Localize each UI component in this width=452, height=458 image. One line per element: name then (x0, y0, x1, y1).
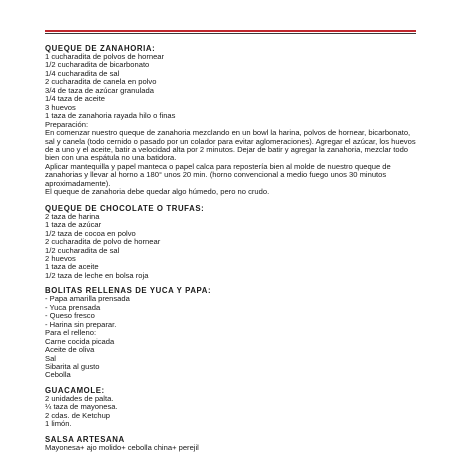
recipe-line: - Queso fresco (45, 311, 95, 321)
recipe-line: 1 limón. (45, 419, 72, 429)
recipe-section-bolitas (45, 286, 420, 380)
recipe-line: - Harina sin preparar. (45, 319, 117, 329)
recipe-line: ¼ taza de mayonesa. (45, 402, 118, 412)
recipe-line: 1/4 taza de aceite (45, 94, 105, 104)
header-rule-dark (45, 33, 416, 34)
recipe-line: - Yuca prensada (45, 302, 101, 312)
recipe-line: 1/4 cucharadita de sal (45, 68, 120, 78)
recipe-line: 1 cucharadita de polvos de hornear (45, 52, 165, 61)
recipe-line: 2 unidades de palta. (45, 393, 114, 403)
recipe-section-queque-chocolate (45, 204, 420, 281)
recipe-line: 2 cucharadita de canela en polvo (45, 77, 157, 87)
recipe-line: 2 cucharadita de polvo de hornear (45, 237, 161, 247)
recipe-title: BOLITAS RELLENAS DE YUCA Y PAPA: (45, 286, 212, 296)
recipe-line: Cebolla (45, 370, 71, 380)
recipe-section-guacamole (45, 386, 420, 429)
recipe-line: 1/2 cucharadita de bicarbonato (45, 60, 150, 70)
recipe-line: 3 huevos (45, 102, 76, 112)
recipe-document (45, 44, 420, 458)
recipe-line: 2 taza de harina (45, 211, 100, 221)
recipe-line: 1/2 taza de leche en bolsa roja (45, 270, 149, 280)
header-rule-red (45, 30, 416, 32)
recipe-line: Para el relleno: (45, 328, 97, 338)
recipe-section-salsa-artesana (45, 435, 420, 452)
recipe-line: 1 taza de azúcar (45, 220, 102, 230)
recipe-paragraph: El queque de zanahoria debe quedar algo húmedo, pero no crudo. (45, 187, 270, 197)
recipe-line: 1/2 taza de cocoa en polvo (45, 228, 136, 238)
recipe-title: QUEQUE DE CHOCOLATE O TRUFAS: (45, 203, 205, 213)
recipe-line: Sal (45, 353, 56, 363)
recipe-title: QUEQUE DE ZANAHORIA: (45, 44, 156, 53)
recipe-line: Preparación: (45, 119, 89, 129)
recipe-paragraph: En comenzar nuestro queque de zanahoria mezclando en un bowl la harina, polvos de hornear, bicarbonato, sal y canela (todo cernido o pasado por un colador para evitar aglomeraciones). Agregar el azúcar, los huevos de a uno y el aceite, batir a velocidad alta por 2 minutos. Dejar de batir y agregar la zanahoria, mezclar todo bien con una espátula no una batidora. (45, 128, 416, 163)
recipe-line: Aceite de oliva (45, 345, 95, 355)
recipe-line: 1 taza de zanahoria rayada hilo o finas (45, 111, 176, 121)
recipe-line: 2 cdas. de Ketchup (45, 410, 111, 420)
recipe-line: Mayonesa+ ajo molido+ cebolla china+ perejil (45, 442, 199, 452)
recipe-line: 3/4 de taza de azúcar granulada (45, 85, 154, 95)
recipe-line: 1 taza de aceite (45, 262, 99, 272)
recipe-line: - Papa amarilla prensada (45, 294, 130, 304)
recipe-title: GUACAMOLE: (45, 385, 105, 395)
recipe-line: 2 huevos (45, 253, 76, 263)
recipe-paragraph: Aplicar mantequilla y papel manteca o papel calca para repostería bien al molde de nuestro queque de zanahorias y llevar al horno a 180° unos 20 min. (horno convencional a medio fuego unos 30 minutos aproximadamente). (45, 161, 391, 188)
recipe-section-queque-zanahoria (45, 44, 420, 197)
recipe-title: SALSA ARTESANA (45, 434, 125, 444)
recipe-line: Carne cocida picada (45, 336, 115, 346)
recipe-line: Sibarita al gusto (45, 361, 100, 371)
recipe-line: 1/2 cucharadita de sal (45, 245, 120, 255)
